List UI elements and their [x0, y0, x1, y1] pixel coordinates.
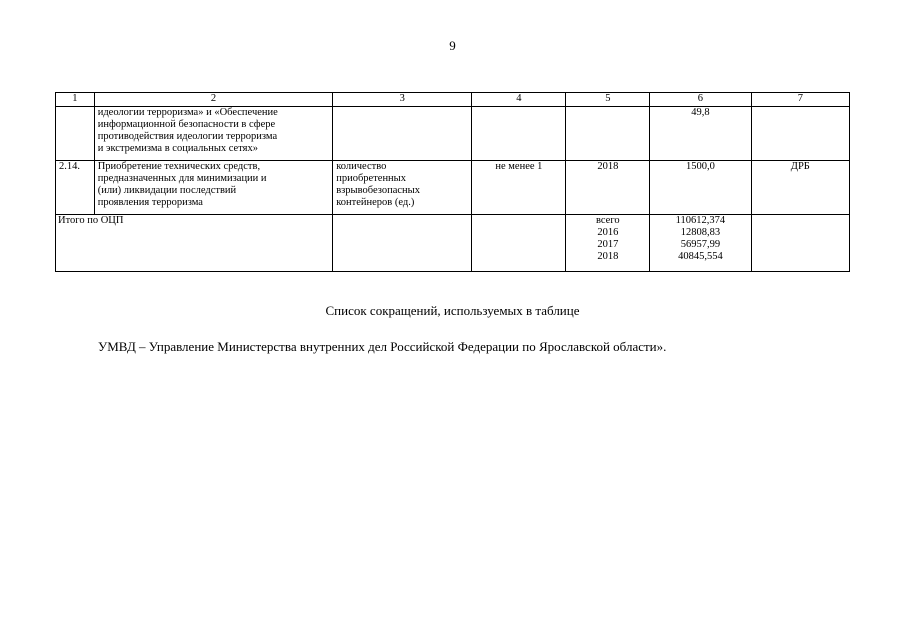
total-amounts: 110612,374 12808,83 56957,99 40845,554 — [650, 215, 751, 272]
table-row — [56, 161, 850, 215]
column-header: 1 — [56, 93, 95, 107]
amount-cell: 1500,0 — [650, 161, 751, 215]
total-empty-cell — [333, 215, 472, 272]
value-cell — [472, 107, 566, 161]
indicator-cell: количество приобретенных взрывобезопасных контейнеров (ед.) — [333, 161, 472, 215]
column-header: 4 — [472, 93, 566, 107]
page-number: 9 — [449, 38, 456, 53]
column-header: 3 — [333, 93, 472, 107]
total-years: всего 2016 2017 2018 — [566, 215, 650, 272]
column-header: 7 — [751, 93, 849, 107]
row-number: 2.14. — [56, 161, 95, 215]
column-header: 5 — [566, 93, 650, 107]
table-header-row — [56, 93, 850, 107]
total-label: Итого по ОЦП — [56, 215, 333, 272]
table-row — [56, 107, 850, 161]
column-header: 6 — [650, 93, 751, 107]
year-cell — [566, 107, 650, 161]
column-header: 2 — [94, 93, 333, 107]
total-empty-cell — [472, 215, 566, 272]
program-table — [55, 92, 850, 272]
amount-cell: 49,8 — [650, 107, 751, 161]
total-row — [56, 215, 850, 272]
abbreviations-title: Список сокращений, используемых в таблице — [325, 303, 580, 318]
year-cell: 2018 — [566, 161, 650, 215]
value-cell: не менее 1 — [472, 161, 566, 215]
abbreviation-item: УМВД – Управление Министерства внутренних дел Российской Федерации по Ярославской области». — [98, 339, 667, 354]
executor-cell — [751, 107, 849, 161]
measure-cell: Приобретение технических средств, предназначенных для минимизации и (или) ликвидации последствий проявления терроризма — [94, 161, 333, 215]
indicator-cell — [333, 107, 472, 161]
total-empty-cell — [751, 215, 849, 272]
row-number — [56, 107, 95, 161]
executor-cell: ДРБ — [751, 161, 849, 215]
measure-cell: идеологии терроризма» и «Обеспечение информационной безопасности в сфере противодействия идеологии терроризма и экстремизма в социальных сетях» — [94, 107, 333, 161]
